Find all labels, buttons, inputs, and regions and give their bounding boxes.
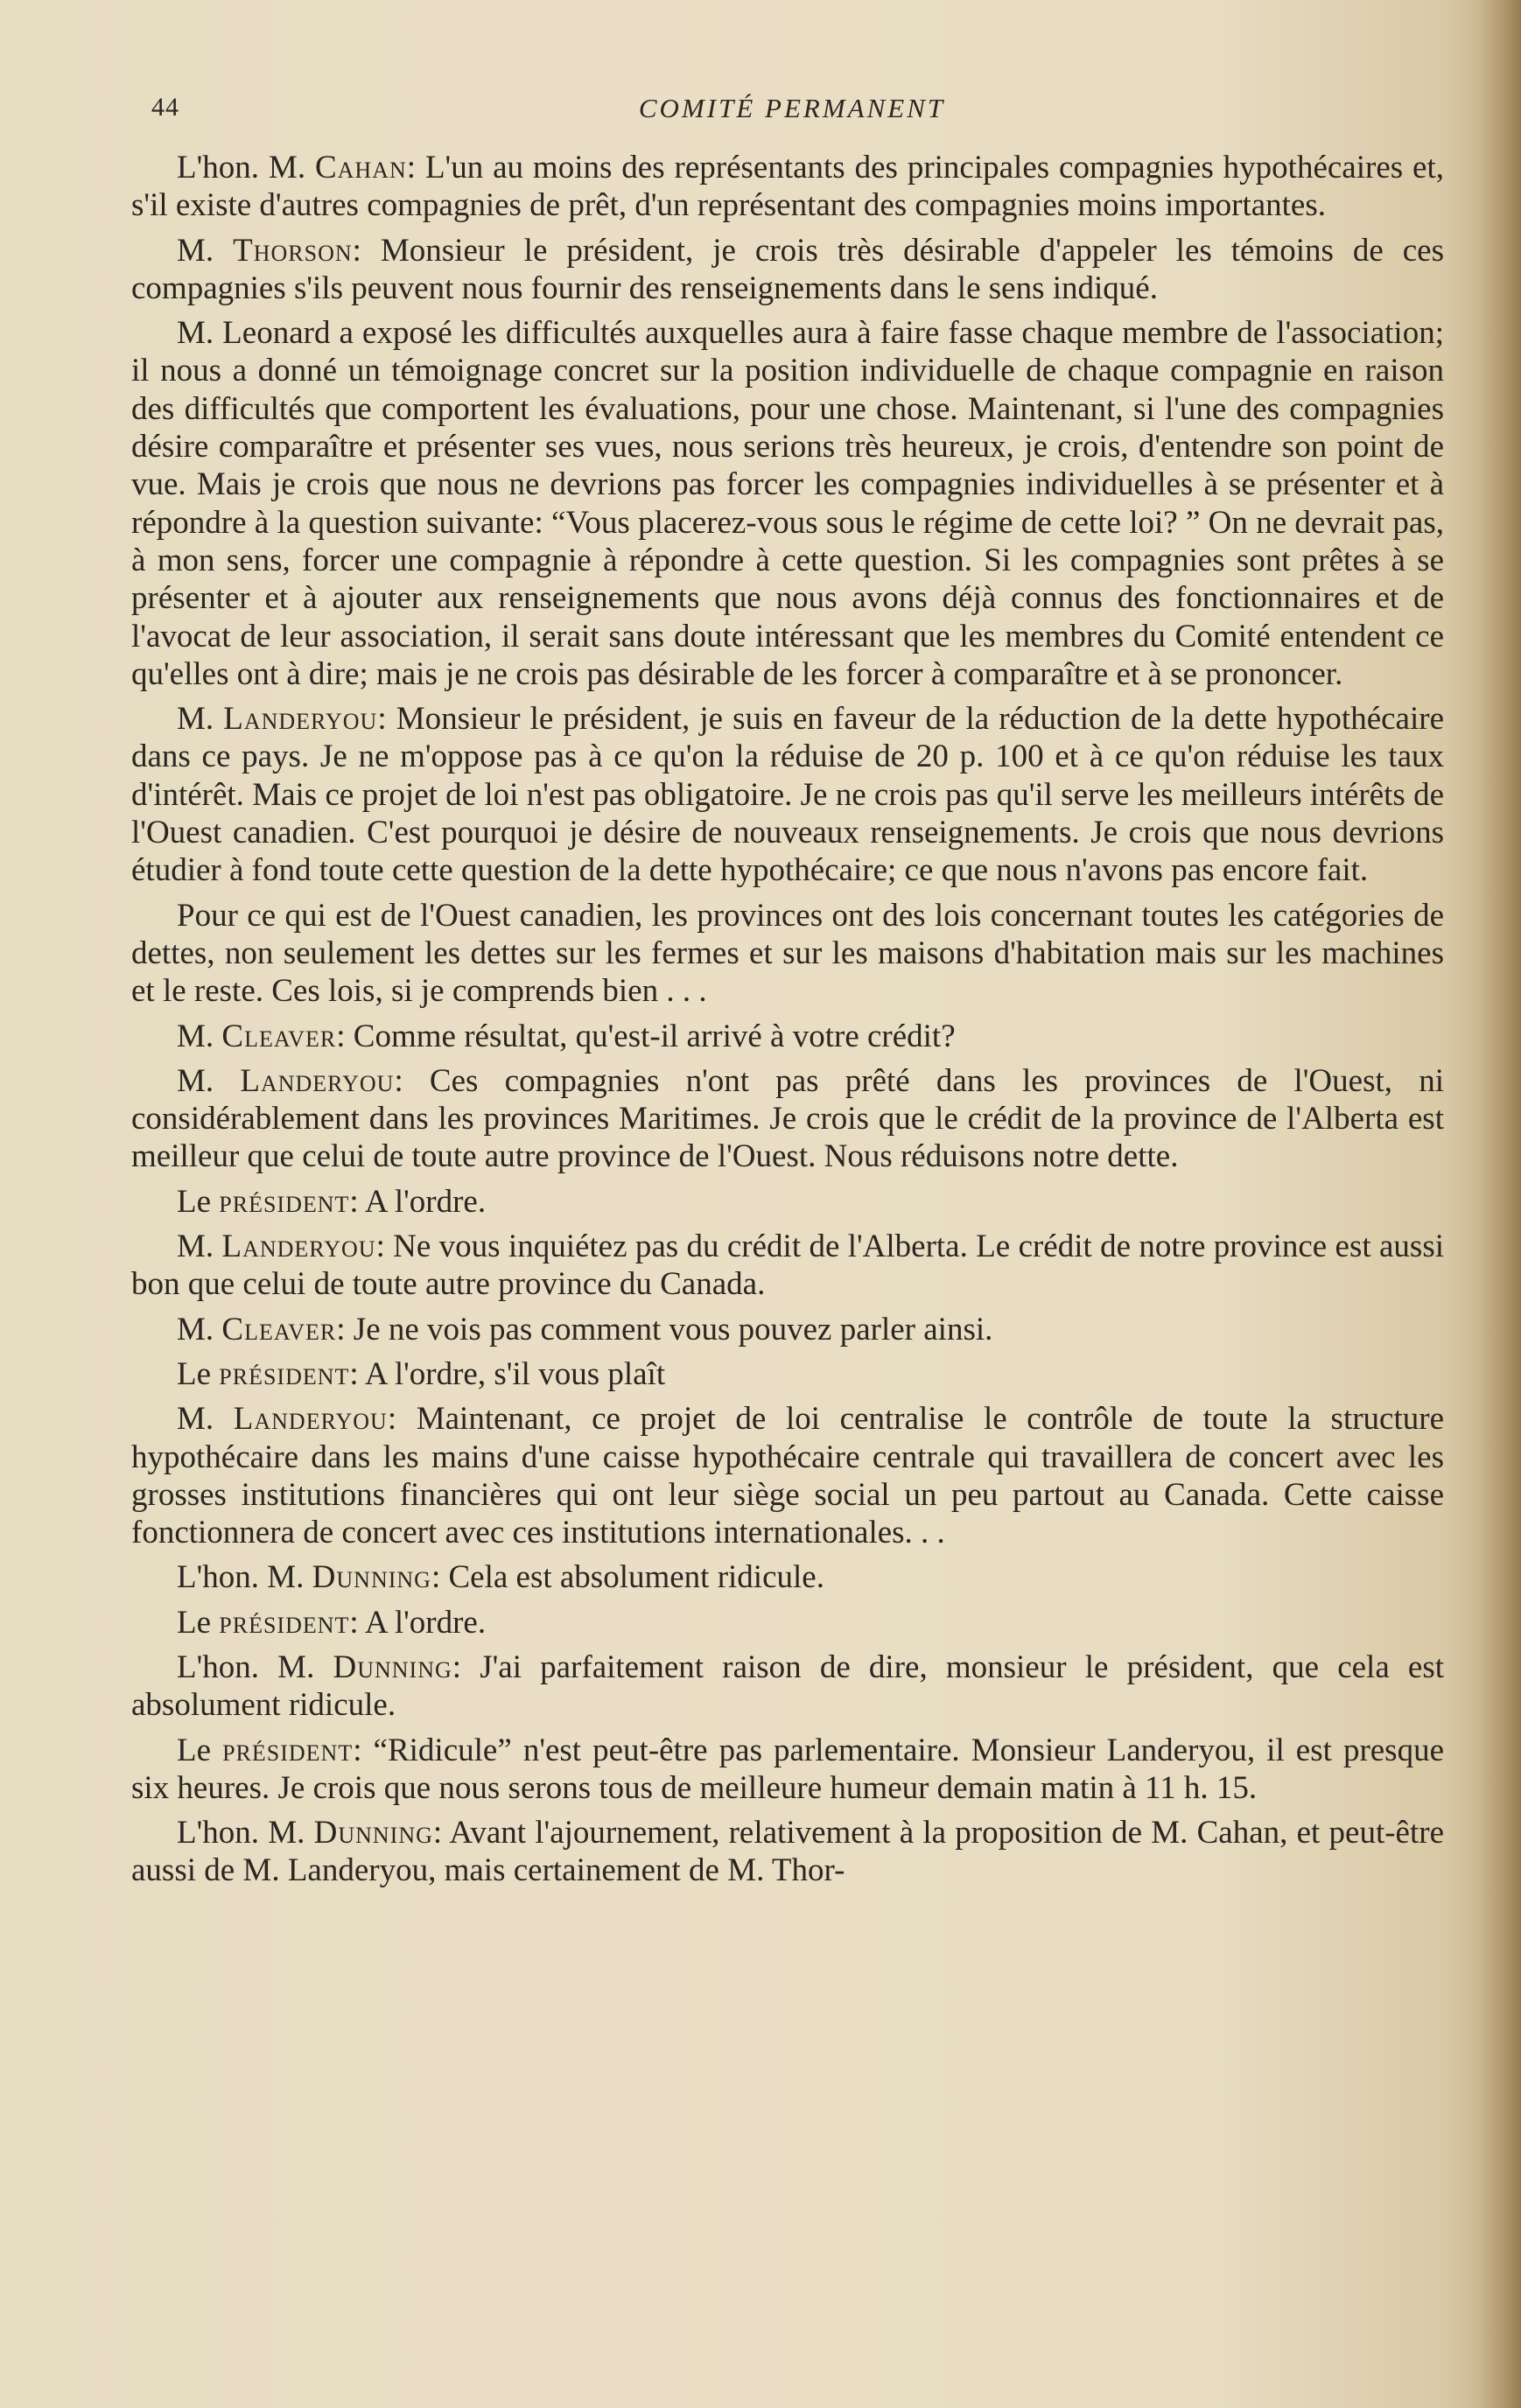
speaker-prefix: M. bbox=[177, 1228, 222, 1265]
paragraph bbox=[131, 1183, 1444, 1221]
paragraph-text: : “Ridicule” n'est peut-être pas parlementaire. Monsieur Landeryou, il est presque six heures. Je crois que nous serons tous de meilleure humeur demain matin à 11 h. 15. bbox=[131, 1732, 1445, 1806]
paragraph-text: Pour ce qui est de l'Ouest canadien, les provinces ont des lois concernant toutes les catégories de dettes, non seulement les dettes sur les fermes et sur les maisons d'habitation mais sur les machines et le reste. Ces lois, si je comprends bien . . . bbox=[131, 897, 1444, 1010]
paragraph-text: : J'ai parfaitement raison de dire, monsieur le président, que cela est absolument ridicule. bbox=[131, 1648, 1445, 1724]
paragraph bbox=[131, 1604, 1444, 1642]
paragraph-text: : Comme résultat, qu'est-il arrivé à votre crédit? bbox=[336, 1018, 956, 1054]
paragraph-text: : A l'ordre. bbox=[349, 1604, 487, 1641]
speaker-name: Cleaver bbox=[221, 1311, 337, 1348]
page-number: 44 bbox=[151, 93, 179, 122]
speaker-prefix: M. bbox=[177, 1018, 222, 1054]
paragraph-text: : A l'ordre, s'il vous plaît bbox=[349, 1355, 666, 1392]
paragraph bbox=[131, 897, 1444, 1011]
speaker-name: Cleaver bbox=[221, 1018, 337, 1054]
speaker-name: Landeryou bbox=[233, 1401, 388, 1438]
paragraph-text: : L'un au moins des représentants des principales compagnies hypothécaires et, s'il existe d'autres compagnies de prêt, d'un représentant des compagnies moins importantes. bbox=[131, 150, 1444, 224]
speaker-prefix: L'hon. M. bbox=[177, 1815, 314, 1852]
paragraph-text: : Monsieur le président, je suis en faveur de la réduction de la dette hypothécaire dans ce pays. Je ne m'oppose pas à ce qu'on la réduise de 20 p. 100 et à ce qu'on réduise les taux d'intérêt. Mais ce projet de loi n'est pas obligatoire. Je ne crois pas qu'il serve les meilleurs intérêts de l'Ouest canadien. C'est pourquoi je désire de nouveaux renseignements. Je crois que nous devrions étudier à fond toute cette question de la dette hypothécaire; ce que nous n'avons pas encore fait. bbox=[131, 701, 1444, 889]
speaker-prefix: M. bbox=[177, 1311, 222, 1348]
speaker-prefix: Le bbox=[177, 1732, 223, 1768]
paragraph-text: : Maintenant, ce projet de loi centralise le contrôle de toute la structure hypothécaire dans les mains d'une caisse hypothécaire centrale qui travaillera de concert avec les grosses institutions financières qui ont leur siège social un peu partout au Canada. Cette caisse fonctionnera de concert avec ces institutions internationales. . . bbox=[131, 1401, 1444, 1551]
running-title: COMITÉ PERMANENT bbox=[638, 93, 946, 123]
speaker-prefix: L'hon. M. bbox=[177, 150, 315, 186]
speaker-name: président bbox=[219, 1355, 350, 1392]
paragraph-text: : Monsieur le président, je crois très désirable d'appeler les témoins de ces compagnies s'ils peuvent nous fournir des renseignements dans le sens indiqué. bbox=[131, 232, 1444, 306]
speaker-prefix: Le bbox=[177, 1604, 220, 1641]
paragraph bbox=[131, 1018, 1444, 1055]
speaker-prefix: Le bbox=[177, 1355, 220, 1392]
speaker-name: Dunning bbox=[312, 1559, 431, 1596]
speaker-name: président bbox=[222, 1732, 354, 1768]
paragraph bbox=[131, 1311, 1444, 1348]
speaker-name: Dunning bbox=[313, 1815, 433, 1852]
paragraph-text: : Ne vous inquiétez pas du crédit de l'Alberta. Le crédit de notre province est aussi bon que celui de toute autre province du Canada. bbox=[131, 1228, 1444, 1303]
speaker-name: Landeryou bbox=[240, 1062, 395, 1099]
document-body bbox=[131, 149, 1444, 1897]
page-edge-shadow bbox=[1479, 0, 1521, 2408]
paragraph-text: : Je ne vois pas comment vous pouvez parler ainsi. bbox=[336, 1311, 993, 1348]
speaker-name: Landeryou bbox=[221, 1228, 376, 1265]
speaker-name: président bbox=[219, 1604, 350, 1641]
speaker-prefix: M. bbox=[177, 701, 224, 738]
paragraph bbox=[131, 314, 1444, 693]
page-header bbox=[144, 88, 1440, 140]
paragraph-text: : A l'ordre. bbox=[349, 1183, 487, 1220]
speaker-prefix: M. bbox=[177, 1062, 241, 1099]
speaker-name: Landeryou bbox=[223, 701, 378, 738]
paragraph bbox=[131, 1228, 1444, 1304]
paragraph-text: : Avant l'ajournement, relativement à la proposition de M. Cahan, et peut-être aussi de M. Landeryou, mais certainement de M. Thor- bbox=[131, 1815, 1444, 1889]
paragraph bbox=[131, 1355, 1444, 1393]
paragraph bbox=[131, 1648, 1444, 1725]
paragraph bbox=[131, 232, 1444, 308]
speaker-name: président bbox=[219, 1183, 350, 1220]
speaker-prefix: Le bbox=[177, 1183, 220, 1220]
speaker-prefix: L'hon. M. bbox=[177, 1648, 333, 1685]
paragraph bbox=[131, 700, 1444, 889]
paragraph bbox=[131, 1400, 1444, 1551]
speaker-name: Thorson bbox=[233, 232, 353, 269]
speaker-prefix: M. bbox=[177, 1401, 234, 1438]
paragraph-text: : Cela est absolument ridicule. bbox=[431, 1559, 824, 1596]
paragraph bbox=[131, 149, 1444, 225]
paragraph bbox=[131, 1558, 1444, 1596]
speaker-prefix: M. bbox=[177, 232, 234, 269]
paragraph bbox=[131, 1062, 1444, 1176]
paragraph-text: : Ces compagnies n'ont pas prêté dans les provinces de l'Ouest, ni considérablement dans les provinces Maritimes. Je crois que le crédit de la province de l'Alberta est meilleur que celui de toute autre province de l'Ouest. Nous réduisons notre dette. bbox=[131, 1062, 1444, 1175]
speaker-name: Dunning bbox=[333, 1648, 452, 1685]
speaker-name: Cahan bbox=[314, 150, 407, 186]
paragraph-text: M. Leonard a exposé les difficultés auxquelles aura à faire fasse chaque membre de l'association; il nous a donné un témoignage concret sur la position individuelle de chaque compagnie en raison des difficultés que comportent les évaluations, pour une chose. Maintenant, si l'une des compagnies désire comparaître et présenter ses vues, nous serions très heureux, je crois, d'entendre son point de vue. Mais je crois que nous ne devrions pas forcer les compagnies individuelles à se présenter et à répondre à la question suivante: “Vous placerez-vous sous le régime de cette loi? ” On ne devrait pas, à mon sens, forcer une compagnie à répondre à cette question. Si les compagnies sont prêtes à se présenter et à ajouter aux renseignements que nous avons déjà connus des fonctionnaires et de l'avocat de leur association, il serait sans doute intéressant que les membres du Comité entendent ce qu'elles ont à dire; mais je ne crois pas désirable de les forcer à comparaître et à se prononcer. bbox=[131, 315, 1444, 692]
paragraph bbox=[131, 1732, 1444, 1808]
paragraph bbox=[131, 1814, 1444, 1890]
speaker-prefix: L'hon. M. bbox=[177, 1559, 312, 1596]
